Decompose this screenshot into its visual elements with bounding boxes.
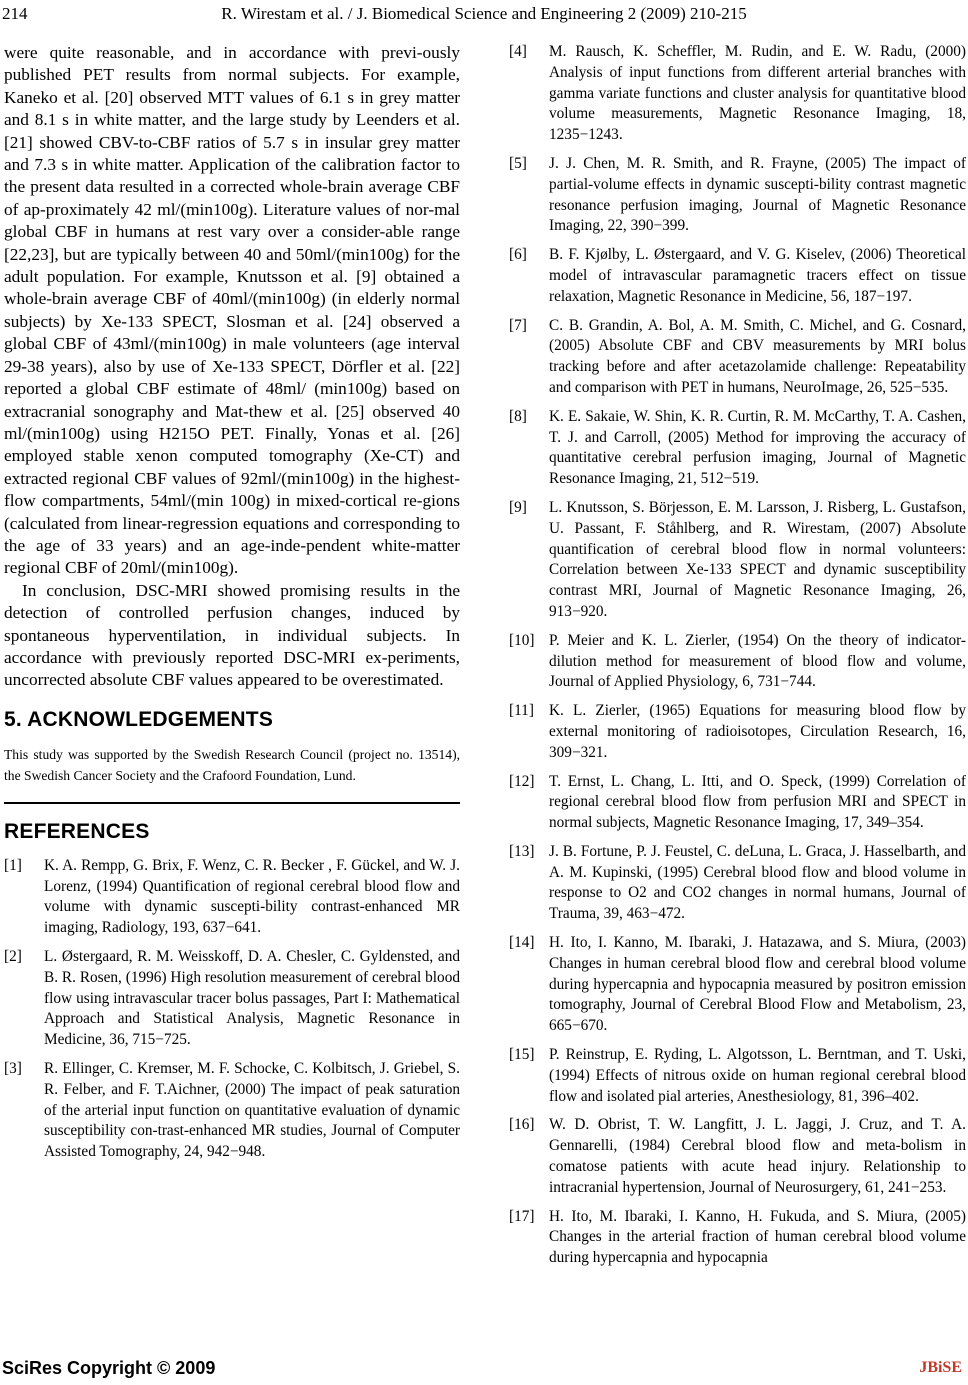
acknowledgements-heading: 5. ACKNOWLEDGEMENTS xyxy=(4,707,274,731)
reference-number: [8] xyxy=(509,407,527,425)
reference-item xyxy=(509,154,966,237)
reference-item xyxy=(509,42,966,146)
reference-number: [7] xyxy=(509,316,527,334)
reference-text: M. Rausch, K. Scheffler, M. Rudin, and E. W. Radu, (2000) Analysis of input functions from different arterial branches with gamma variate functions and cluster analysis for quantitative blood volume measurements, Magnetic Resonance Imaging, 18, 1235−1243. xyxy=(549,43,966,144)
acknowledgements-text: This study was supported by the Swedish Research Council (project no. 13514), the Swedish Cancer Society and the Crafoord Foundation, Lund. xyxy=(4,746,460,783)
reference-text: L. Østergaard, R. M. Weisskoff, D. A. Chesler, C. Gyldensted, and B. R. Rosen, (1996) High resolution measurement of cerebral blood flow using intravascular tracer bolus passages, Part I: Mathematical Approach and Statistical Analysis, Magnetic Resonance in Medicine, 36, 715−725. xyxy=(44,947,460,1049)
reference-number: [14] xyxy=(509,934,535,952)
reference-text: H. Ito, I. Kanno, M. Ibaraki, J. Hatazawa, and S. Miura, (2003) Changes in human cerebral blood flow and cerebral blood volume during hypercapnia and hypocapnia measured by positron emission tomography, Journal of Cerebral Blood Flow and Metabolism, 23, 665−670. xyxy=(549,934,966,1035)
reference-text: P. Reinstrup, E. Ryding, L. Algotsson, L. Berntman, and T. Uski, (1994) Effects of nitrous oxide on human regional cerebral blood flow and isolated pial arteries, Anesthesiology, 81, 396–402. xyxy=(549,1046,966,1105)
right-column xyxy=(509,42,966,1277)
reference-item xyxy=(509,1045,966,1107)
running-head: R. Wirestam et al. / J. Biomedical Science and Engineering 2 (2009) 210-215 xyxy=(221,4,747,23)
reference-number: [17] xyxy=(509,1207,535,1225)
body-paragraph-1: were quite reasonable, and in accordance with previ-ously published PET results from normal subjects. For example, Kaneko et al. [20] observed MTT values of 6.1 s in grey matter and 8.1 s in white matter, and the large study by Leenders et al. [21] showed CBV-to-CBF ratios of 5.7 s in insular grey matter and 7.3 s in white matter. Application of the calibration factor to the present data resulted in a corrected whole-brain average CBF of ap-proximately 42 ml/(min100g). Literature values of nor-mal global CBF in humans at rest vary over a consider-able range [22,23], but are typically between 40 and 50ml/(min100g) for the adult population. For example, Knutsson et al. [9] obtained a whole-brain average CBF of 40ml/(min100g) (in elderly normal subjects) by Xe-133 SPECT, Slosman et al. [24] observed a global CBF of 43ml/(min100g) in male volunteers (age interval 29-38 years), also by use of Xe-133 SPECT, Dörfler et al. [22] reported a global CBF estimate of 48ml/ (min100g) based on extracranial sonography and Mat-thew et al. [25] observed 40 ml/(min100g) using H215O PET. Finally, Yonas et al. [26] employed stable xenon computed tomography (Xe-CT) and extracted regional CBF values of 92ml/(min100g) in the highest-flow compartments, 54ml/(min 100g) in mixed-cortical re-gions (calculated from linear-regression equations and corresponding to the age of 33 years) and an age-inde-pendent white-matter regional CBF of 20ml/(min100g). xyxy=(4,43,460,578)
reference-item xyxy=(509,407,966,490)
reference-item xyxy=(509,316,966,399)
reference-number: [13] xyxy=(509,842,535,860)
section-divider xyxy=(4,802,460,804)
reference-item xyxy=(4,856,460,939)
reference-number: [11] xyxy=(509,702,534,720)
left-column xyxy=(4,42,460,1171)
reference-number: [16] xyxy=(509,1116,535,1134)
reference-item xyxy=(509,772,966,834)
reference-text: R. Ellinger, C. Kremser, M. F. Schocke, C. Kolbitsch, J. Griebel, S. R. Felber, and F. T.Aichner, (2000) The impact of peak saturation of the arterial input function on quantitative evaluation of dynamic susceptibility con-trast-enhanced MR studies, Journal of Computer Assisted Tomography, 24, 942−948. xyxy=(44,1059,460,1161)
page-number: 214 xyxy=(2,4,28,23)
reference-number: [4] xyxy=(509,43,527,60)
reference-text: L. Knutsson, S. Börjesson, E. M. Larsson, J. Risberg, L. Gustafson, U. Passant, F. Ståhlberg, and R. Wirestam, (2007) Absolute quantification of cerebral blood flow in normal volunteers: Correlation between Xe-133 SPECT and dynamic susceptibility contrast MRI, Journal of Magnetic Resonance Imaging, 26, 913−920. xyxy=(549,498,966,620)
reference-item xyxy=(509,245,966,307)
reference-number: [3] xyxy=(4,1059,22,1077)
references-heading: REFERENCES xyxy=(4,819,150,843)
reference-text: J. B. Fortune, P. J. Feustel, C. deLuna, L. Graca, J. Hasselbarth, and A. M. Kupinski, (1995) Cerebral blood flow and blood volume in response to O2 and CO2 changes in normal humans, Journal of Trauma, 39, 463−472. xyxy=(549,842,966,923)
reference-text: J. J. Chen, M. R. Smith, and R. Frayne, (2005) The impact of partial-volume effects in dynamic suscepti-bility contrast magnetic resonance perfusion imaging, Journal of Magnetic Resonance Imaging, 22, 390−399. xyxy=(549,154,966,235)
reference-list-right xyxy=(509,42,966,1269)
reference-number: [1] xyxy=(4,856,22,874)
reference-number: [5] xyxy=(509,154,527,172)
reference-text: W. D. Obrist, T. W. Langfitt, J. L. Jaggi, J. Cruz, and T. A. Gennarelli, (1984) Cerebral blood flow and meta-bolism in comatose patients with acute head injury. Relationship to intracranial hypertension, Journal of Neurosurgery, 61, 241−253. xyxy=(549,1116,966,1196)
reference-number: [15] xyxy=(509,1046,535,1064)
reference-number: [9] xyxy=(509,498,527,516)
reference-text: C. B. Grandin, A. Bol, A. M. Smith, C. Michel, and G. Cosnard, (2005) Absolute CBF and CBV measurements by MRI bolus tracking before and after acetazolamide challenge: Repeatability and comparison with PET in humans, NeuroImage, 26, 525−535. xyxy=(549,316,966,396)
reference-text: K. A. Rempp, G. Brix, F. Wenz, C. R. Becker , F. Gückel, and W. J. Lorenz, (1994) Quantification of regional cerebral blood flow and volume with dynamic suscepti-bility contrast-enhanced MR imaging, Radiology, 193, 637−641. xyxy=(44,856,460,937)
reference-number: [10] xyxy=(509,631,535,649)
body-paragraph-2: In conclusion, DSC-MRI showed promising results in the detection of controlled perfusion changes, induced by spontaneous hyperventilation, in individual subjects. In accordance with previously reported DSC-MRI ex-periments, uncorrected absolute CBF values appeared to be overestimated. xyxy=(4,580,460,690)
reference-item xyxy=(4,947,460,1051)
reference-item xyxy=(509,631,966,693)
reference-item xyxy=(4,1059,460,1163)
page-header xyxy=(0,4,968,26)
reference-item xyxy=(509,933,966,1037)
reference-number: [6] xyxy=(509,246,527,264)
reference-item xyxy=(509,701,966,763)
reference-text: T. Ernst, L. Chang, L. Itti, and O. Speck, (1999) Correlation of regional cerebral blood flow from perfusion MRI and SPECT in normal subjects, Magnetic Resonance Imaging, 17, 349–354. xyxy=(549,772,966,832)
copyright-notice: SciRes Copyright © 2009 xyxy=(2,1358,216,1378)
reference-item xyxy=(509,498,966,623)
reference-item xyxy=(509,842,966,925)
reference-list-left xyxy=(4,856,460,1163)
reference-item xyxy=(509,1115,966,1198)
reference-text: H. Ito, M. Ibaraki, I. Kanno, H. Fukuda, and S. Miura, (2005) Changes in the arterial fraction of human cerebral blood volume during hypercapnia and hypocapnia xyxy=(549,1207,966,1267)
reference-number: [12] xyxy=(509,772,535,790)
reference-text: B. F. Kjølby, L. Østergaard, and V. G. Kiselev, (2006) Theoretical model of intravascular paramagnetic tracers effect on tissue relaxation, Magnetic Resonance in Medicine, 56, 187−197. xyxy=(549,246,966,305)
journal-abbreviation: JBiSE xyxy=(919,1359,962,1376)
page-footer xyxy=(0,1358,968,1384)
reference-item xyxy=(509,1207,966,1269)
reference-text: P. Meier and K. L. Zierler, (1954) On the theory of indicator-dilution method for measurement of blood flow and volume, Journal of Applied Physiology, 6, 731−744. xyxy=(549,631,966,691)
reference-text: K. E. Sakaie, W. Shin, K. R. Curtin, R. M. McCarthy, T. A. Cashen, T. J. and Carroll, (2005) Method for improving the accuracy of quantitative cerebral perfusion imaging, Journal of Magnetic Resonance Imaging, 21, 512−519. xyxy=(549,407,966,488)
reference-number: [2] xyxy=(4,947,22,965)
reference-text: K. L. Zierler, (1965) Equations for measuring blood flow by external monitoring of radioisotopes, Circulation Research, 16, 309−321. xyxy=(549,702,966,761)
